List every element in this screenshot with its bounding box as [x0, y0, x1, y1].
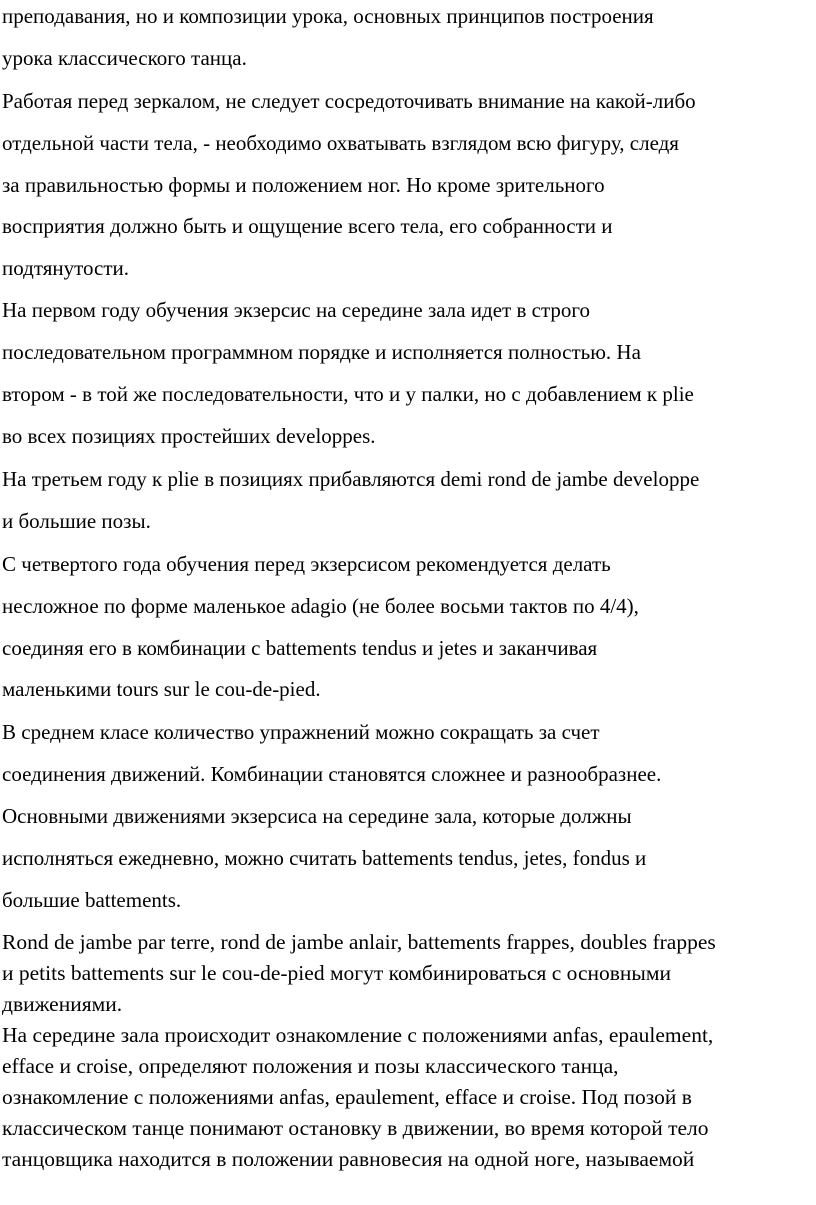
text-line: Rond de jambe par terre, rond de jambe anlair, battements frappes, doubles frappes	[2, 930, 716, 954]
text-line: втором - в той же последовательности, что и у палки, но с добавлением к plie	[2, 382, 694, 406]
text-line: Основными движениями экзерсиса на середине зала, которые должны	[2, 804, 632, 828]
text-line: преподавания, но и композиции урока, основных принципов построения	[2, 4, 654, 28]
text-line: и petits battements sur le cou-de-pied могут комбинироваться с основными	[2, 961, 671, 985]
text-line: На середине зала происходит ознакомление с положениями anfas, epaulement,	[2, 1023, 714, 1047]
text-line: восприятия должно быть и ощущение всего тела, его собранности и	[2, 214, 613, 238]
text-line: за правильностью формы и положением ног. Но кроме зрительного	[2, 173, 605, 197]
text-line: На первом году обучения экзерсис на середине зала идет в строго	[2, 298, 590, 322]
text-line: и большие позы.	[2, 509, 151, 533]
text-line: На третьем году к plie в позициях прибавляются demi rond de jambe developpe	[2, 467, 700, 491]
text-line: маленькими tours sur le cou-de-pied.	[2, 677, 321, 701]
text-line: С четвертого года обучения перед экзерсисом рекомендуется делать	[2, 552, 611, 576]
text-line: В среднем класе количество упражнений можно сокращать за счет	[2, 720, 600, 744]
text-line: efface и croise, определяют положения и позы классического танца,	[2, 1054, 619, 1078]
text-line: последовательном программном порядке и исполняется полностью. На	[2, 340, 641, 364]
text-line: ознакомление с положениями anfas, epaulement, efface и croise. Под позой в	[2, 1085, 692, 1109]
text-line: подтянутости.	[2, 256, 130, 280]
text-line: соединяя его в комбинации с battements tendus и jetes и заканчивая	[2, 636, 598, 660]
text-line: движениями.	[2, 992, 123, 1016]
text-line: урока классического танца.	[2, 46, 247, 70]
text-line: танцовщика находится в положении равновесия на одной ноге, называемой	[2, 1147, 695, 1171]
text-line: исполняться ежедневно, можно считать battements tendus, jetes, fondus и	[2, 846, 647, 870]
text-line: соединения движений. Комбинации становятся сложнее и разнообразнее.	[2, 762, 662, 786]
text-line: несложное по форме маленькое adagio (не более восьми тактов по 4/4),	[2, 594, 639, 618]
text-line: отдельной части тела, - необходимо охватывать взглядом всю фигуру, следя	[2, 131, 679, 155]
text-line: Работая перед зеркалом, не следует сосредоточивать внимание на какой-либо	[2, 89, 696, 113]
text-line: классическом танце понимают остановку в движении, во время которой тело	[2, 1116, 709, 1140]
text-line: большие battements.	[2, 888, 182, 912]
text-line: во всех позициях простейших developpes.	[2, 424, 376, 448]
